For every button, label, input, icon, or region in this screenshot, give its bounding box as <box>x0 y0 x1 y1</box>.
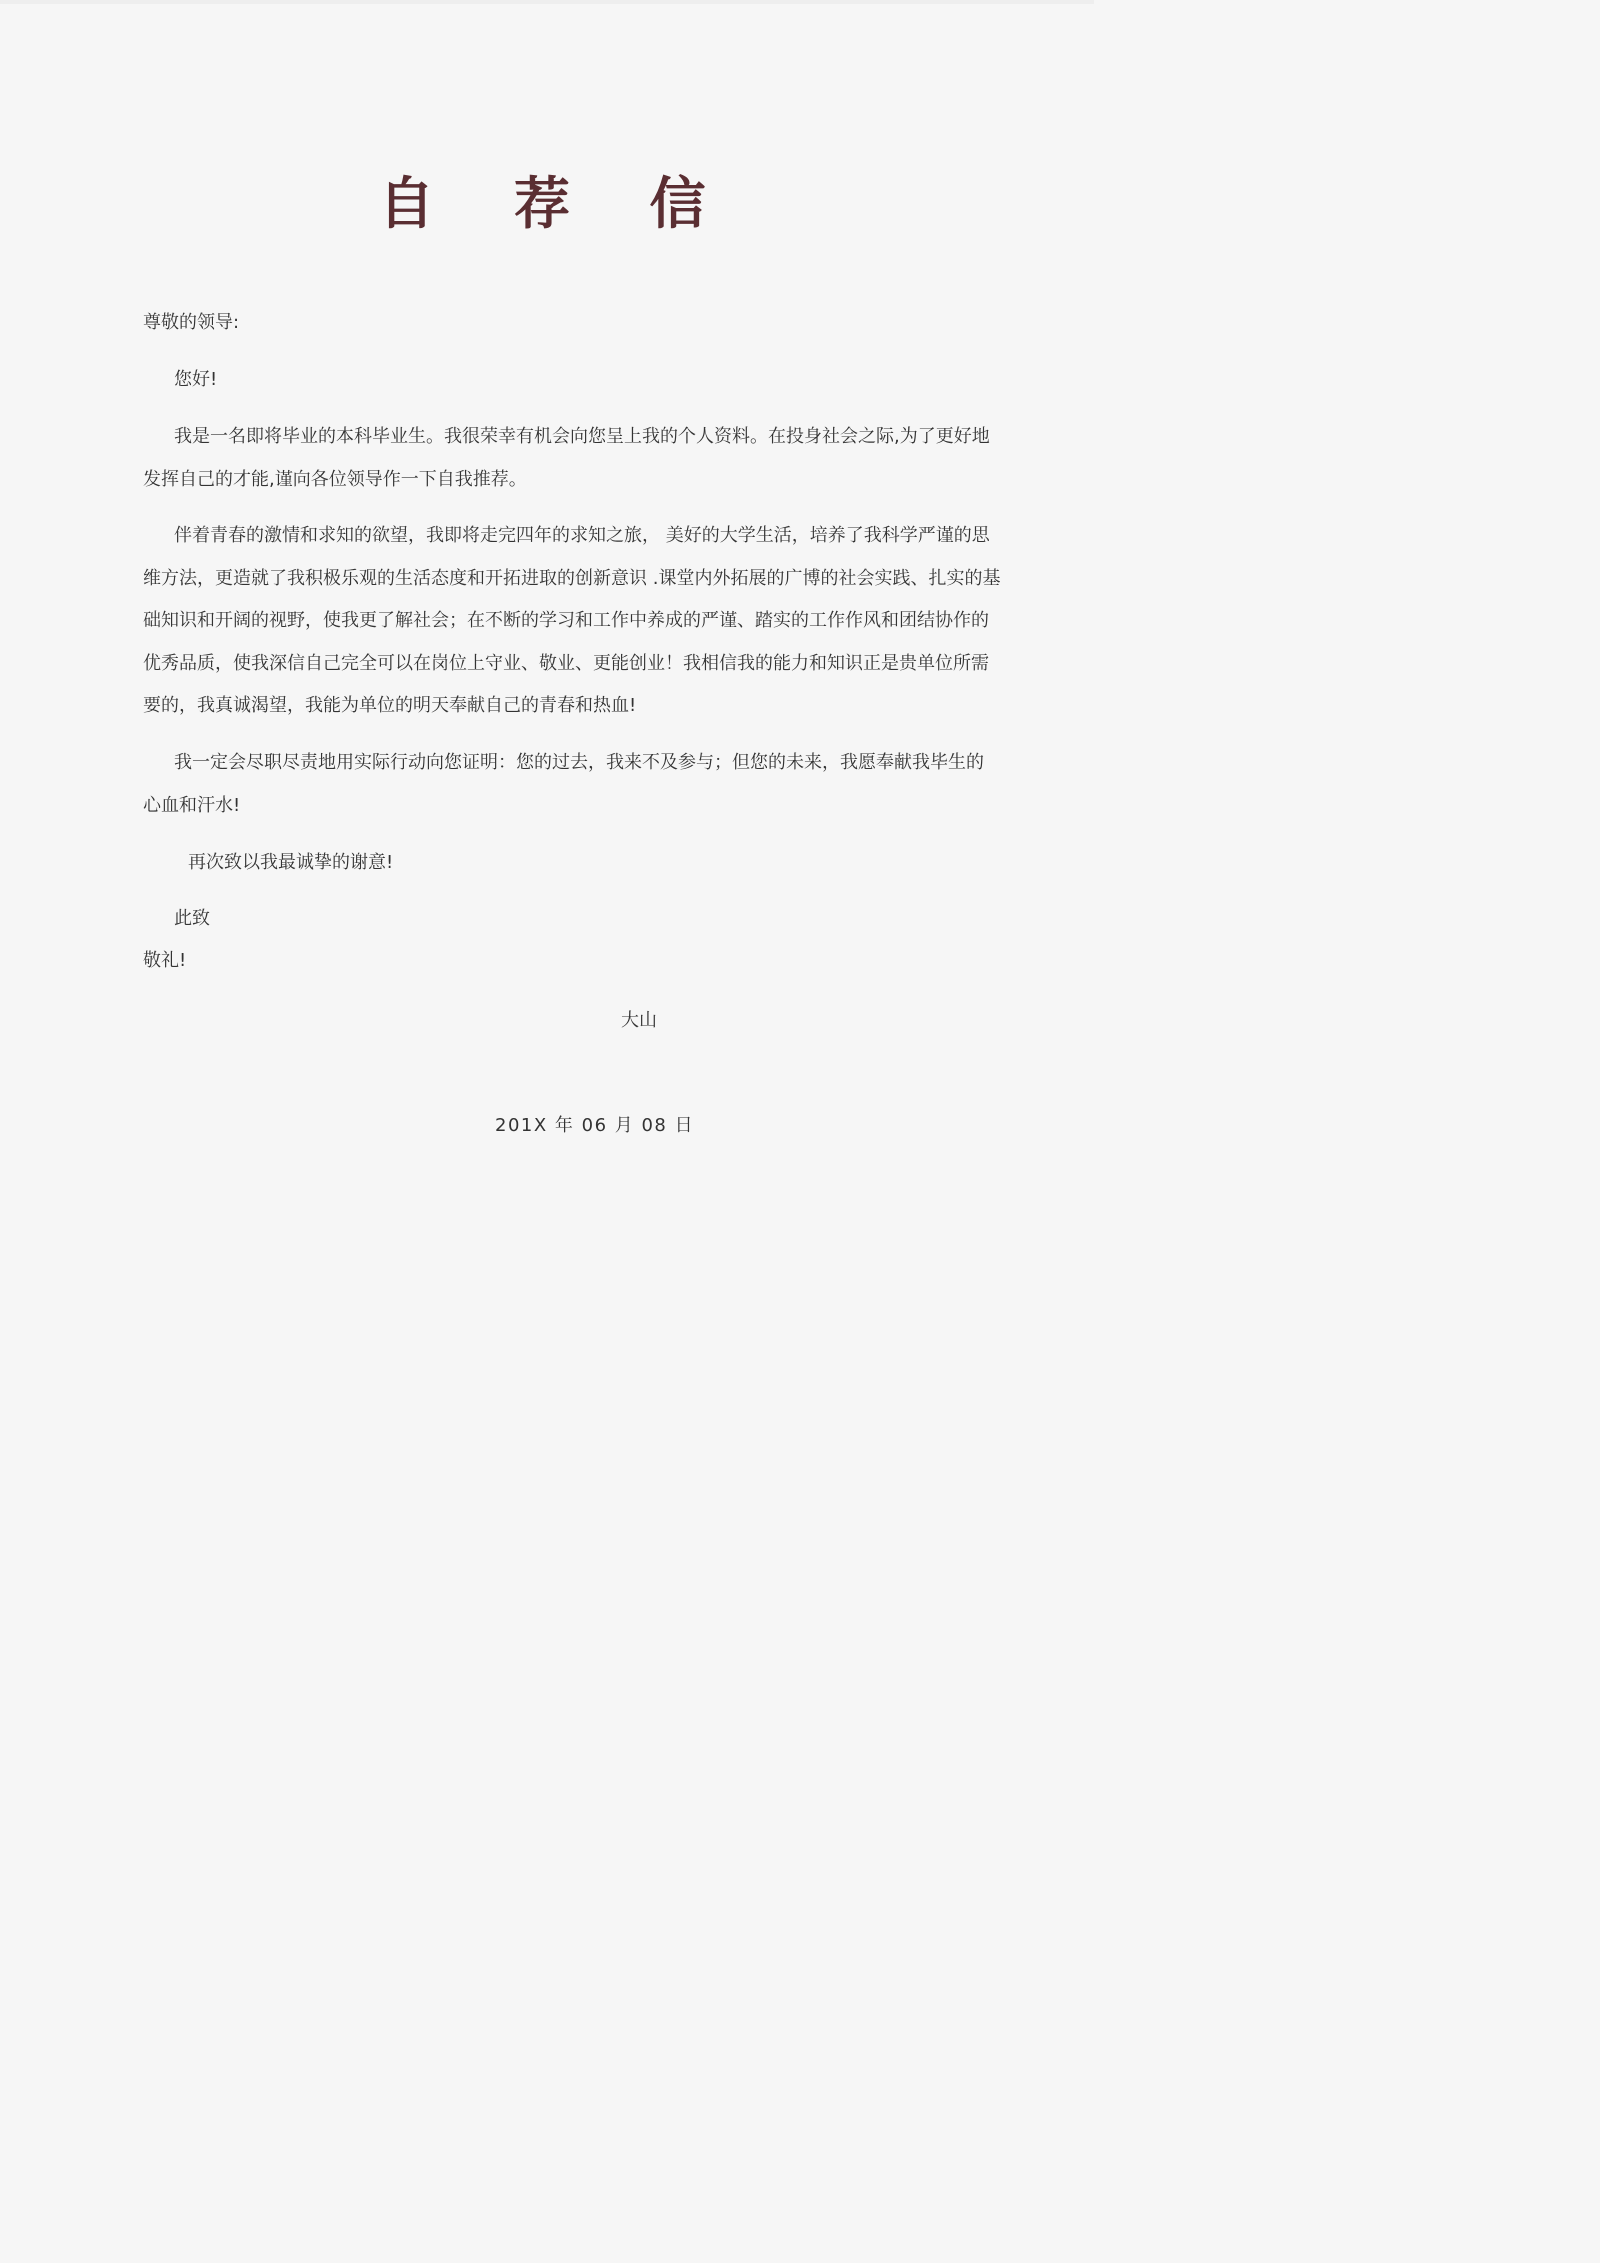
letter-title: 自 荐 信 <box>378 171 736 237</box>
paragraph-intro: 我是一名即将毕业的本科毕业生。我很荣幸有机会向您呈上我的个人资料。在投身社会之际,为了更好地发挥自己的才能,谨向各位领导作一下自我推荐。 <box>143 426 990 490</box>
page-top-edge <box>0 0 1094 4</box>
letter-page <box>0 0 1094 1568</box>
salutation: 尊敬的领导: <box>143 312 240 333</box>
closing-ci-zhi: 此致 <box>174 908 210 929</box>
signature: 大山 <box>621 1010 657 1031</box>
letter-date: 201X 年 06 月 08 日 <box>495 1115 695 1136</box>
paragraph-commitment: 我一定会尽职尽责地用实际行动向您证明：您的过去，我来不及参与；但您的未来，我愿奉献我毕生的心血和汗水! <box>143 752 984 816</box>
greeting: 您好! <box>174 369 218 390</box>
thanks-line: 再次致以我最诚挚的谢意! <box>188 852 394 873</box>
paragraph-experience: 伴着青春的激情和求知的欲望，我即将走完四年的求知之旅， 美好的大学生活，培养了我科学严谨的思维方法，更造就了我积极乐观的生活态度和开拓进取的创新意识 .课堂内外拓展的广博的社会实践、扎实的基础知识和开阔的视野，使我更了解社会；在不断的学习和工作中养成的严谨、踏实的工作作风和团结协作的优秀品质，使我深信自己完全可以在岗位上守业、敬业、更能创业！我相信我的能力和知识正是贵单位所需要的，我真诚渴望，我能为单位的明天奉献自己的青春和热血! <box>143 525 1001 716</box>
closing-jing-li: 敬礼! <box>143 950 187 971</box>
